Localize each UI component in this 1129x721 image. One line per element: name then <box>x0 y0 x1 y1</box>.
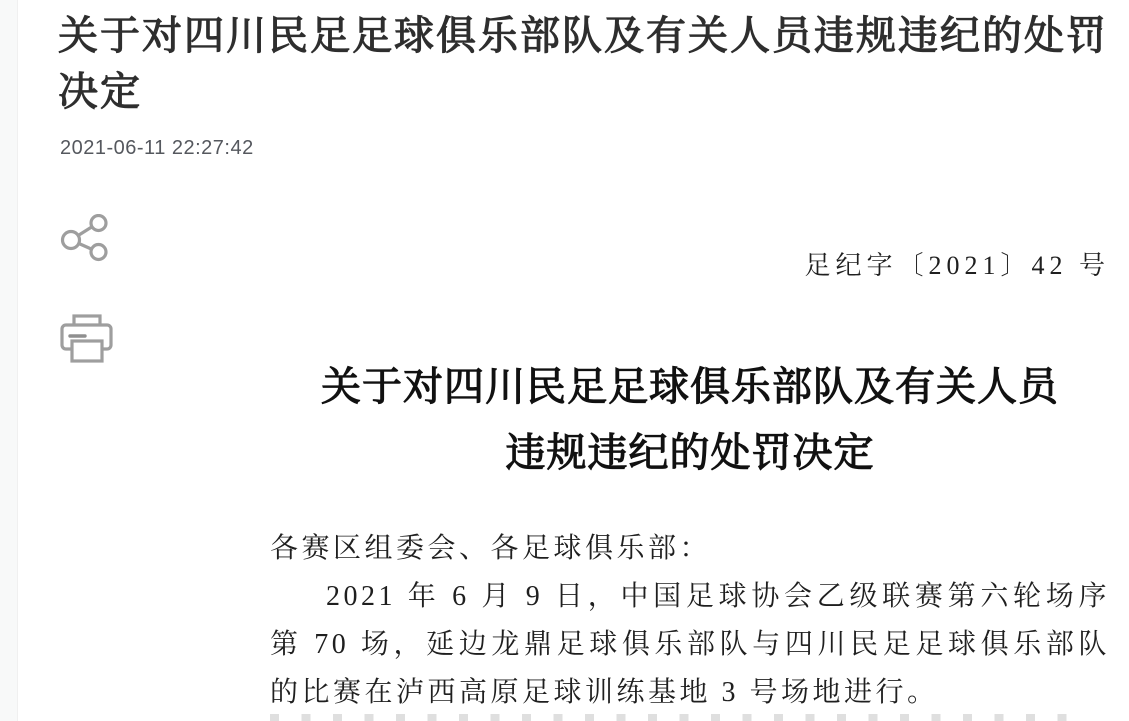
document-number: 足纪字〔2021〕42 号 <box>804 251 1110 280</box>
publish-datetime: 2021-06-11 22:27:42 <box>60 137 254 159</box>
print-button[interactable] <box>60 314 114 366</box>
official-document <box>270 246 1110 717</box>
side-toolbar <box>60 214 116 366</box>
clipped-next-text-line <box>270 714 1082 721</box>
share-icon <box>60 214 110 262</box>
page-left-gutter <box>0 0 18 721</box>
document-body <box>270 525 1110 717</box>
document-title <box>270 354 1110 486</box>
body-paragraph: 2021 年 6 月 9 日，中国足球协会乙级联赛第六轮场序第 70 场，延边龙鼎足球俱乐部队与四川民足足球俱乐部队的比赛在泸西高原足球训练基地 3 号场地进行。 <box>270 581 1110 708</box>
page-title: 关于对四川民足足球俱乐部队及有关人员违规违纪的处罚决定 <box>58 14 1108 114</box>
document-title-line-2: 违规违纪的处罚决定 <box>505 430 875 475</box>
salutation-line: 各赛区组委会、各足球俱乐部： <box>270 533 712 564</box>
share-button[interactable] <box>60 214 110 262</box>
document-title-line-1: 关于对四川民足足球俱乐部队及有关人员 <box>321 364 1059 409</box>
print-icon <box>60 314 114 366</box>
